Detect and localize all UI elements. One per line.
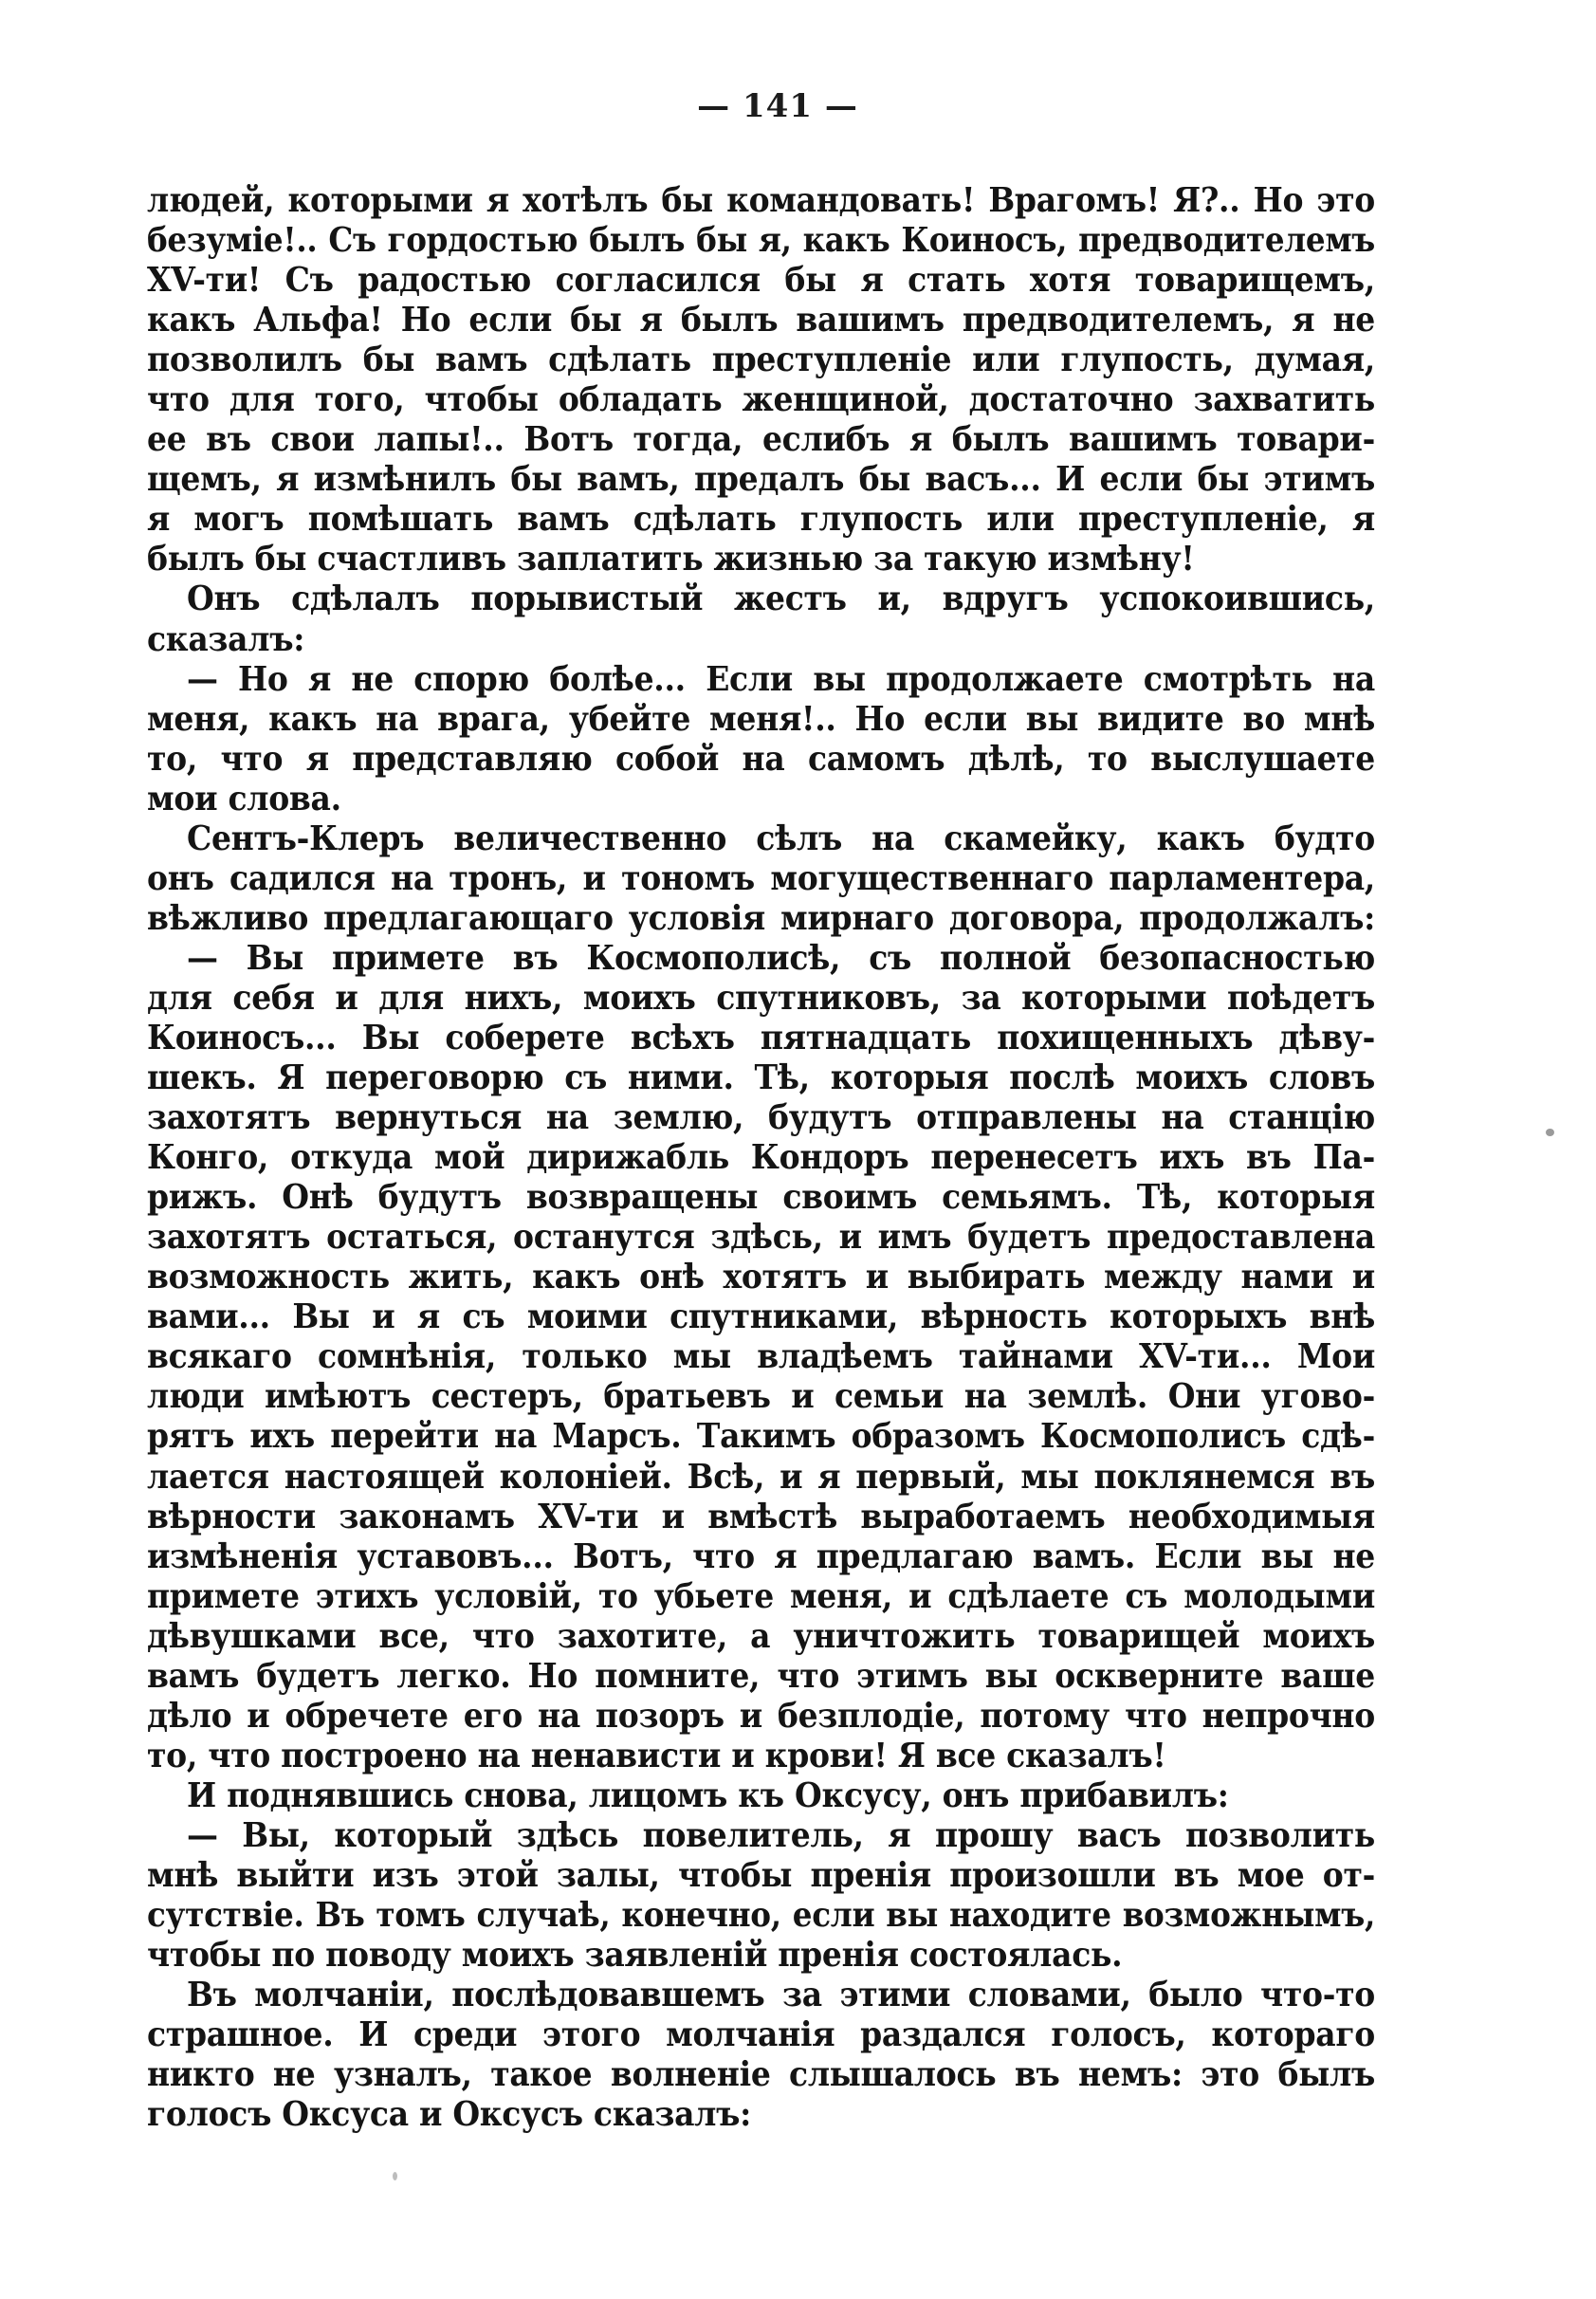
text-line: позволилъ бы вамъ сдѣлать преступленіе или глупость, думая, [147, 339, 1375, 379]
text-line: возможность жить, какъ онѣ хотятъ и выбирать между нами и [147, 1256, 1375, 1297]
text-line: — Вы, который здѣсь повелитель, я прошу васъ позволить [187, 1814, 1375, 1855]
text-line: Сентъ-Клеръ величественно сѣлъ на скамейку, какъ будто [187, 818, 1375, 858]
text-line: былъ бы счастливъ заплатить жизнью за такую измѣну! [147, 538, 1195, 579]
text-line: И поднявшись снова, лицомъ къ Оксусу, онъ прибавилъ: [187, 1775, 1229, 1815]
text-line: — Вы примете въ Космополисѣ, съ полной безопасностью [187, 937, 1375, 978]
text-line: рятъ ихъ перейти на Марсъ. Такимъ образомъ Космополисъ сдѣ- [147, 1415, 1375, 1456]
text-line: вѣрности законамъ XV-ти и вмѣстѣ выработаемъ необходимыя [147, 1495, 1375, 1536]
text-line: безуміе!.. Съ гордостью былъ бы я, какъ Коиносъ, предводителемъ [147, 219, 1375, 260]
text-line: Онъ сдѣлалъ порывистый жестъ и, вдругъ успокоившись, [187, 578, 1375, 618]
body-text [147, 180, 1375, 2134]
text-line: онъ садился на тронъ, и тономъ могущественнаго парламентера, [147, 857, 1375, 898]
text-line: люди имѣютъ сестеръ, братьевъ и семьи на землѣ. Они угово- [147, 1375, 1375, 1416]
page-number: — 141 — [697, 87, 858, 125]
text-line: вамъ будетъ легко. Но помните, что этимъ вы осквернитe ваше [147, 1655, 1375, 1696]
text-line: страшное. И среди этого молчанія раздался голосъ, котораго [147, 2014, 1375, 2054]
text-line: чтобы по поводу моихъ заявленій пренія состоялась. [147, 1934, 1123, 1975]
text-line: XV-ти! Съ радостью согласился бы я стать хотя товарищемъ, [147, 259, 1375, 300]
text-line: захотятъ вернуться на землю, будутъ отправлены на станцію [147, 1096, 1375, 1137]
scan-speck [393, 2172, 397, 2180]
text-line: вѣжливо предлагающаго условія мирнаго договора, продолжалъ: [147, 897, 1375, 938]
text-line: Конго, откуда мой дирижабль Кондоръ перенесетъ ихъ въ Па- [147, 1136, 1375, 1177]
text-line: захотятъ остаться, останутся здѣсь, и имъ будетъ предоставлена [147, 1216, 1375, 1257]
text-line: сутствіе. Въ томъ случаѣ, конечно, если вы находите возможнымъ, [147, 1894, 1375, 1935]
text-line: Въ молчаніи, послѣдовавшемъ за этими словами, было что-то [187, 1974, 1375, 2014]
text-line: что для того, чтобы обладать женщиной, достаточно захватить [147, 378, 1375, 419]
text-line: всякаго сомнѣнія, только мы владѣемъ тайнами XV-ти... Мои [147, 1335, 1375, 1376]
text-line: шекъ. Я переговорю съ ними. Тѣ, которыя послѣ моихъ словъ [147, 1057, 1375, 1097]
text-line: — Но я не спорю болѣе... Если вы продолжаете смотрѣть на [187, 657, 1375, 699]
text-line: мои слова. [147, 778, 341, 818]
text-line: какъ Альфа! Но если бы я былъ вашимъ предводителемъ, я не [147, 299, 1375, 340]
text-line: для себя и для нихъ, моихъ спутниковъ, за которыми поѣдетъ [147, 977, 1375, 1018]
text-line: ее въ свои лапы!.. Вотъ тогда, еслибъ я былъ вашимъ товари- [147, 418, 1375, 459]
text-line: мнѣ выйти изъ этой залы, чтобы пренія произошли въ мое от- [147, 1854, 1375, 1895]
text-line: Коиносъ... Вы соберете всѣхъ пятнадцать похищенныхъ дѣву- [147, 1017, 1375, 1058]
text-line: сказалъ: [147, 617, 305, 659]
text-line: меня, какъ на врага, убейте меня!.. Но если вы видите во мнѣ [147, 698, 1375, 739]
text-line: примете этихъ условій, то убьете меня, и сдѣлаете съ молодыми [147, 1575, 1375, 1616]
scan-speck [1546, 1129, 1554, 1136]
text-line: то, что я представляю собой на самомъ дѣлѣ, то выслушаете [147, 738, 1375, 779]
text-line: рижъ. Онѣ будутъ возвращены своимъ семьямъ. Тѣ, которыя [147, 1176, 1375, 1217]
text-line: людей, которыми я хотѣлъ бы командовать! Врагомъ! Я?.. Но это [147, 179, 1375, 220]
text-line: голосъ Оксуса и Оксусъ сказалъ: [147, 2093, 752, 2134]
text-line: я могъ помѣшать вамъ сдѣлать глупость или преступленіе, я [147, 498, 1375, 539]
text-line: никто не узналъ, такое волненіе слышалось въ немъ: это былъ [147, 2053, 1375, 2094]
text-line: щемъ, я измѣнилъ бы вамъ, предалъ бы васъ... И если бы этимъ [147, 458, 1375, 499]
text-line: дѣвушками все, что захотите, а уничтожить товарищей моихъ [147, 1615, 1375, 1656]
text-line: вами... Вы и я съ моими спутниками, вѣрность которыхъ внѣ [147, 1296, 1375, 1336]
text-line: лается настоящей колоніей. Всѣ, и я первый, мы поклянемся въ [147, 1455, 1375, 1497]
text-line: измѣненія уставовъ... Вотъ, что я предлагаю вамъ. Если вы не [147, 1535, 1375, 1576]
text-line: то, что построено на ненависти и крови! Я все сказалъ! [147, 1735, 1166, 1775]
text-line: дѣло и обречете его на позоръ и безплодіе, потому что непрочно [147, 1695, 1375, 1736]
